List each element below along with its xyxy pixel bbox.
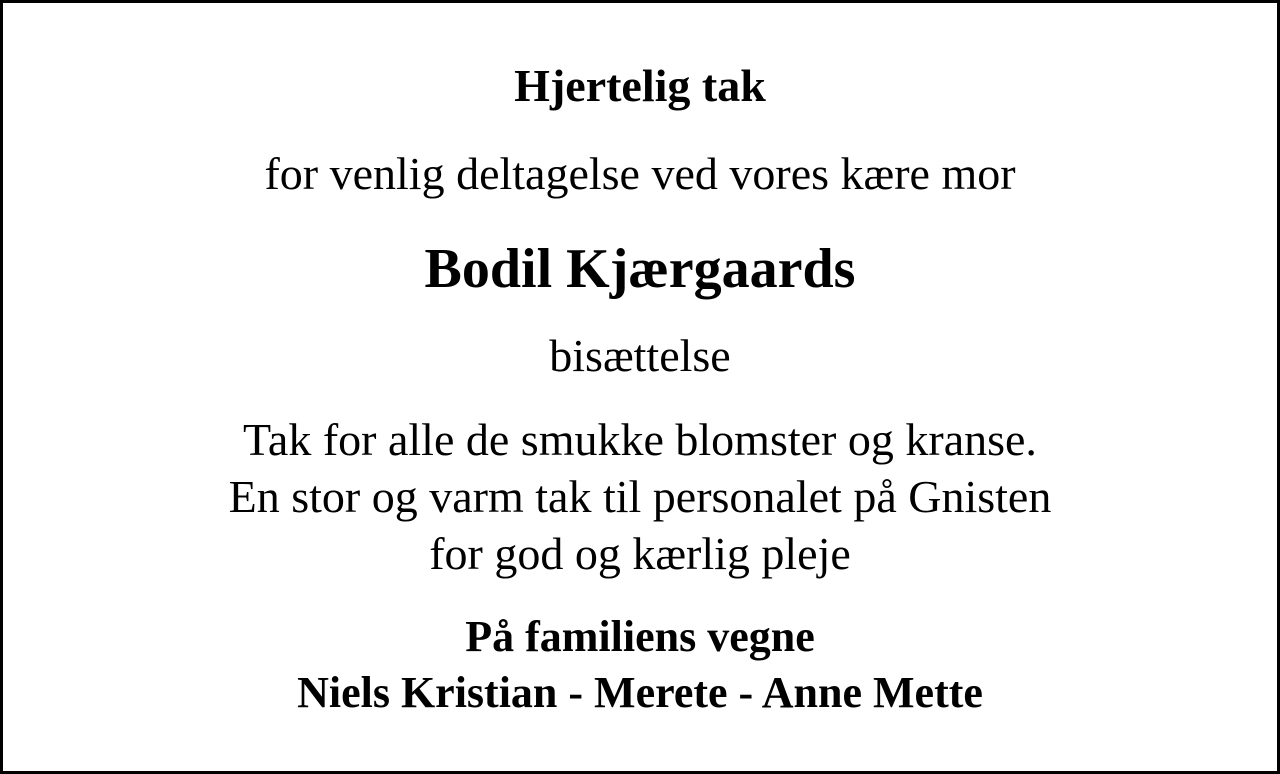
notice-heading: Hjertelig tak [514,60,766,111]
signatories: Niels Kristian - Merete - Anne Mette [297,668,983,717]
signoff-text: På familiens vegne [465,612,815,661]
event-type: bisættelse [549,330,731,381]
thanks-message [3,414,1277,588]
deceased-name: Bodil Kjærgaards [424,238,856,300]
thanks-line: Tak for alle de smukke blomster og kranse. [243,414,1037,465]
thanks-line: for god og kærlig pleje [429,528,851,579]
signature-block [3,612,1277,727]
notice-intro: for venlig deltagelse ved vores kære mor [264,148,1016,199]
thanks-line: En stor og varm tak til personalet på Gnisten [228,471,1052,522]
